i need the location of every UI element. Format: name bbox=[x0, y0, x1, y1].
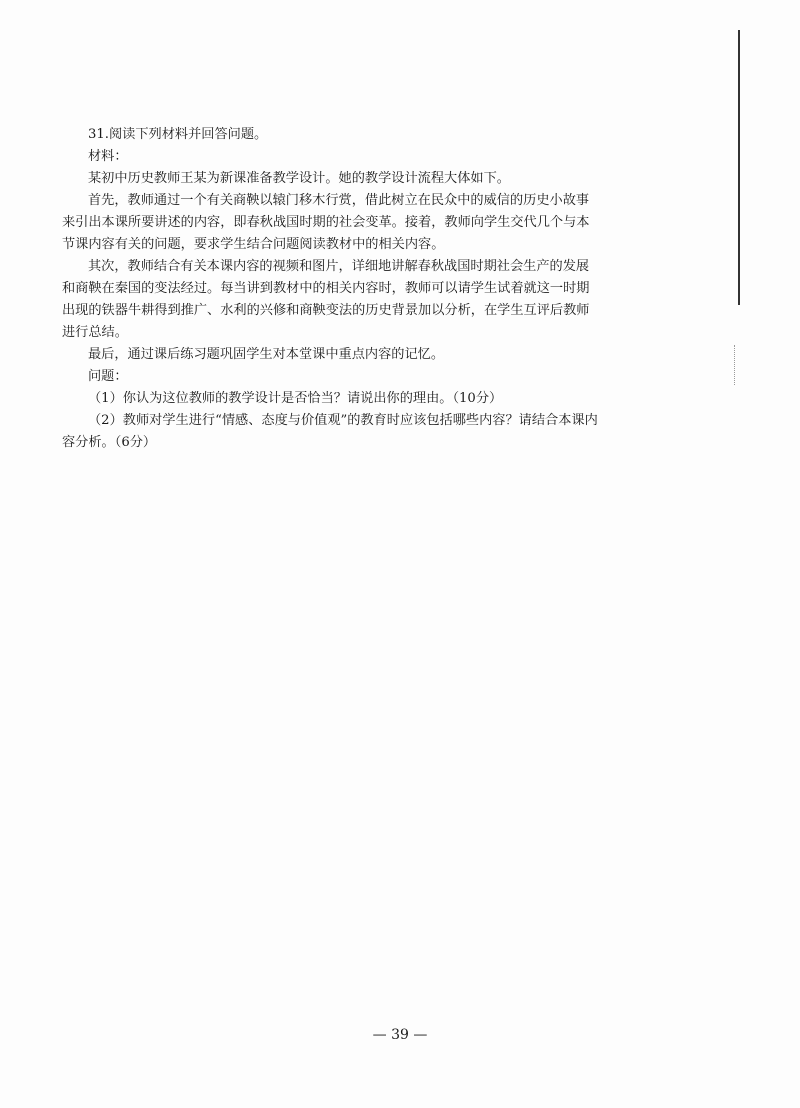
material-line: 出现的铁器牛耕得到推广、水利的兴修和商鞅变法的历史背景加以分析，在学生互评后教师 bbox=[62, 303, 590, 318]
question-block bbox=[62, 124, 672, 454]
material-label: 材料： bbox=[88, 149, 128, 164]
material-line: 某初中历史教师王某为新课准备教学设计。她的教学设计流程大体如下。 bbox=[88, 171, 510, 186]
material-line: 和商鞅在秦国的变法经过。每当讲到教材中的相关内容时，教师可以请学生试着就这一时期 bbox=[62, 281, 590, 296]
question-title: 31.阅读下列材料并回答问题。 bbox=[88, 127, 268, 142]
question-2-line-2: 容分析。（6分） bbox=[62, 435, 157, 450]
binding-dots bbox=[734, 345, 736, 385]
material-line: 首先，教师通过一个有关商鞅以辕门移木行赏，借此树立在民众中的威信的历史小故事 bbox=[88, 193, 590, 208]
material-line: 最后，通过课后练习题巩固学生对本堂课中重点内容的记忆。 bbox=[88, 347, 445, 362]
material-line: 来引出本课所要讲述的内容，即春秋战国时期的社会变革。接着，教师向学生交代几个与本 bbox=[62, 215, 590, 230]
material-line: 进行总结。 bbox=[62, 325, 128, 340]
page-number: — 39 — bbox=[372, 1027, 428, 1043]
question-2-line-1: （2）教师对学生进行“情感、态度与价值观”的教育时应该包括哪些内容？请结合本课内 bbox=[88, 413, 598, 428]
material-line: 节课内容有关的问题，要求学生结合问题阅读教材中的相关内容。 bbox=[62, 237, 445, 252]
material-line: 其次，教师结合有关本课内容的视频和图片，详细地讲解春秋战国时期社会生产的发展 bbox=[88, 259, 590, 274]
question-1: （1）你认为这位教师的教学设计是否恰当？请说出你的理由。（10分） bbox=[88, 391, 503, 406]
questions-label: 问题： bbox=[88, 369, 128, 384]
binding-edge-line bbox=[738, 30, 740, 305]
